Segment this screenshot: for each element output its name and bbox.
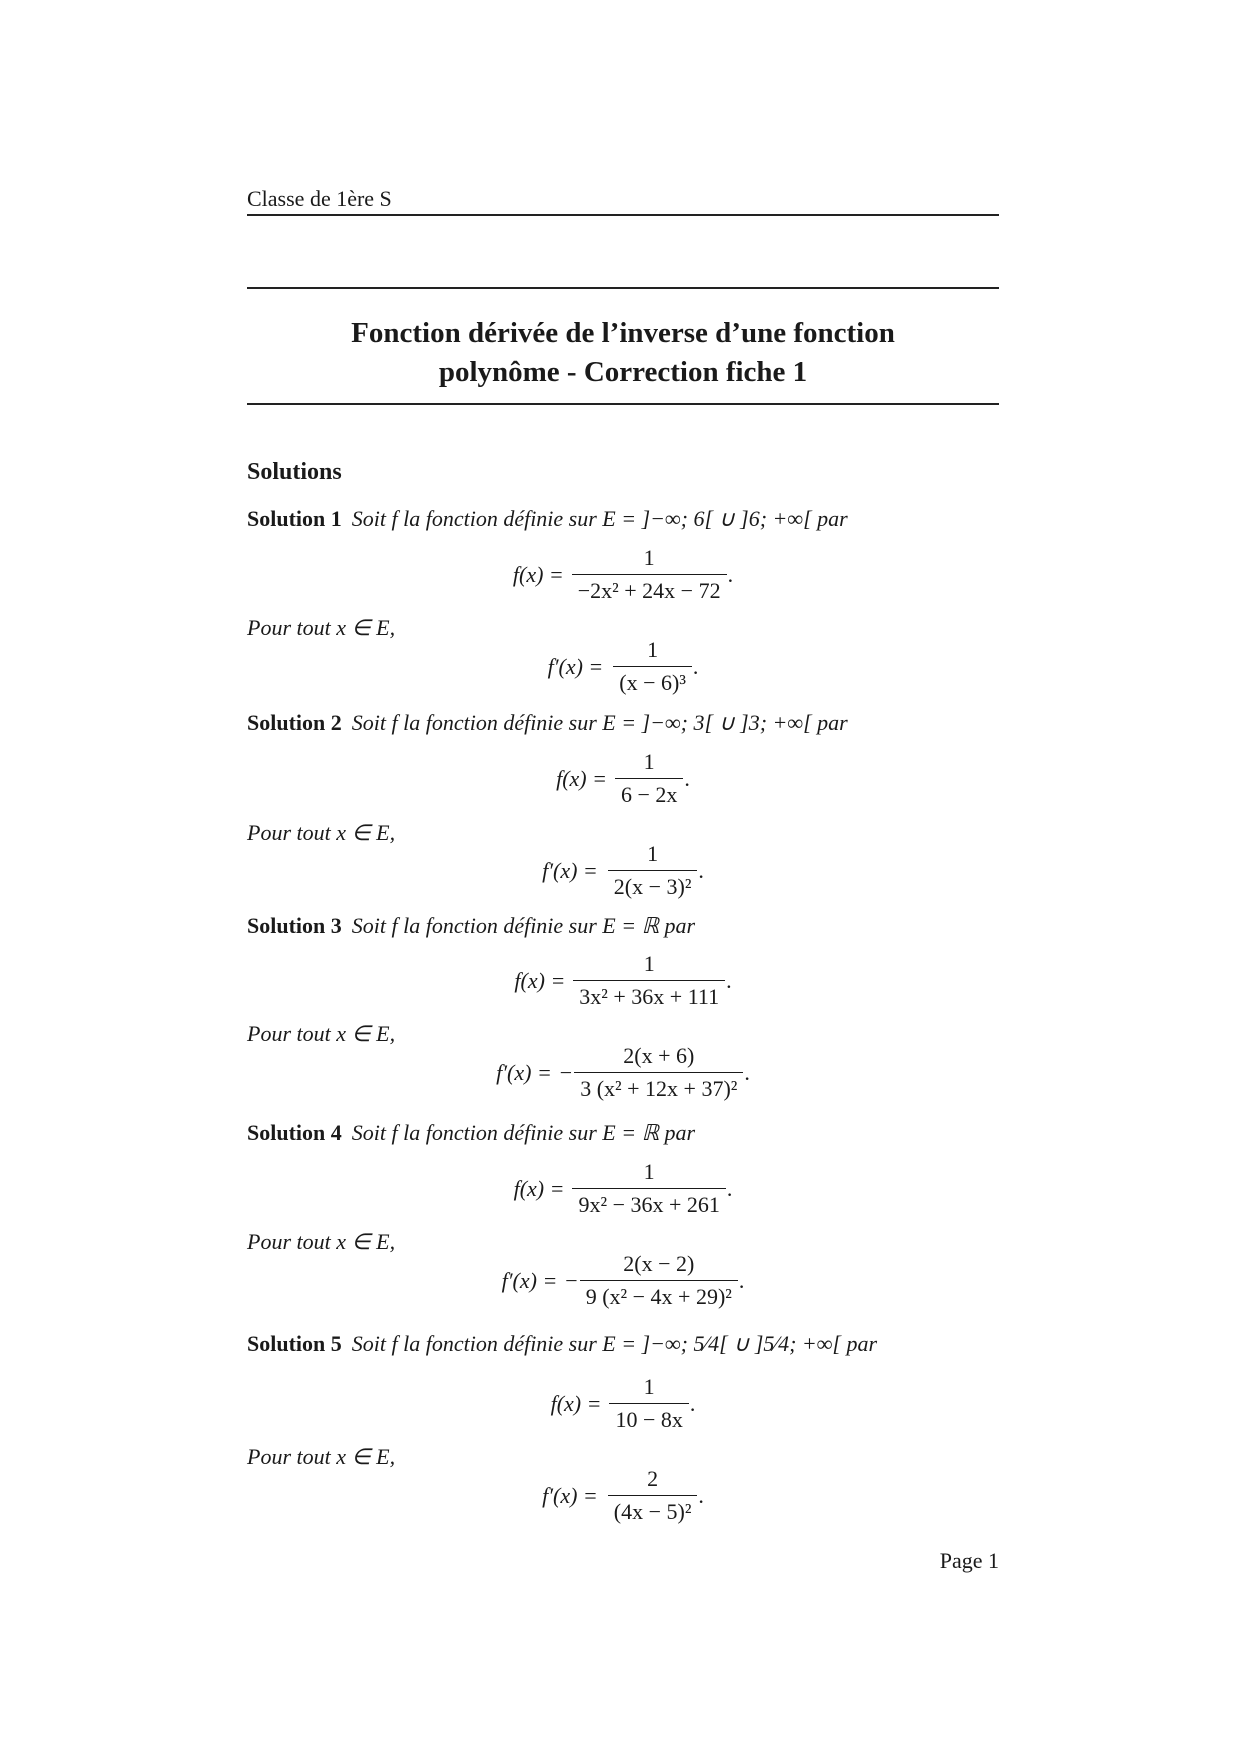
for-all-x-4: Pour tout x ∈ E,: [247, 1229, 396, 1254]
title-bottom-rule: [247, 403, 999, 405]
denominator: 9x² − 36x + 261: [572, 1188, 725, 1218]
denominator: 6 − 2x: [615, 778, 683, 808]
denominator: −2x² + 24x − 72: [572, 574, 727, 604]
function-lhs: f(x) =: [514, 967, 566, 993]
title-line-2: polynôme - Correction fiche 1: [438, 356, 808, 388]
fraction: [572, 545, 727, 604]
fraction: [580, 1251, 738, 1310]
numerator: 2(x − 2): [623, 1251, 695, 1276]
solution-1-function: f(x) = $\frac{1}{\text{−2x² + 24x − 72}}$ .: [512, 545, 734, 603]
for-all-x-5: Pour tout x ∈ E,: [247, 1444, 396, 1469]
derivative-sign: −: [565, 1267, 578, 1293]
fraction: [609, 1374, 688, 1433]
solution-statement: Soit f la fonction définie sur E = ℝ par: [351, 1120, 696, 1145]
fraction: [572, 1159, 725, 1218]
function-lhs: f(x) =: [556, 765, 607, 791]
header-rule: [247, 214, 999, 216]
denominator: (x − 6)³: [613, 666, 692, 696]
denominator: 9 (x² − 4x + 29)²: [580, 1280, 738, 1310]
solution-5-function: f(x) = $\frac{1}{10 - 8x}$ .: [550, 1374, 696, 1432]
title-top-rule: [247, 287, 999, 289]
numerator: 1: [647, 637, 659, 662]
solution-2-function: f(x) = $\frac{1}{6 - 2x}$ .: [556, 749, 690, 807]
solution-statement: Soit f la fonction définie sur E = ℝ par: [351, 913, 696, 938]
numerator: 1: [643, 545, 655, 570]
solution-label: Solution 1: [247, 506, 342, 531]
solution-4-statement: [247, 1120, 695, 1146]
solution-3-derivative: f′(x) = − $\frac{2(x + 6)}{\text{3 (x² + 12x + 37)²}}$ .: [496, 1043, 750, 1101]
solution-1-statement: [247, 506, 848, 532]
numerator: 2(x + 6): [623, 1043, 695, 1068]
derivative-lhs: f′(x) =: [496, 1059, 552, 1085]
solution-statement: Soit f la fonction définie sur E = ]−∞; 5⁄4[ ∪ ]5⁄4; +∞[ par: [351, 1331, 878, 1356]
derivative-lhs: f′(x) =: [501, 1267, 558, 1293]
derivative-lhs: f′(x) =: [542, 1482, 598, 1508]
solution-3-statement: [247, 913, 695, 939]
fraction: [608, 1466, 698, 1525]
page-title: [247, 314, 999, 392]
derivative-lhs: f′(x) =: [547, 653, 604, 679]
fraction: [613, 637, 692, 696]
derivative-sign: −: [559, 1059, 573, 1085]
section-title: Solutions: [247, 459, 342, 485]
function-lhs: f(x) =: [513, 1175, 565, 1201]
solution-label: Solution 4: [247, 1120, 342, 1145]
solution-2-derivative: f′(x) = $\frac{1}{\text{2(x − 3)²}}$ .: [542, 841, 704, 899]
denominator: 2(x − 3)²: [608, 870, 698, 900]
function-lhs: f(x) =: [550, 1390, 602, 1416]
numerator: 1: [643, 951, 655, 976]
for-all-x-3: Pour tout x ∈ E,: [247, 1021, 396, 1046]
solution-4-function: f(x) = $\frac{1}{\text{9x² − 36x + 261}}$ .: [513, 1159, 733, 1217]
solution-label: Solution 3: [247, 913, 342, 938]
numerator: 1: [643, 1374, 655, 1399]
solution-label: Solution 5: [247, 1331, 342, 1356]
derivative-lhs: f′(x) =: [542, 857, 598, 883]
fraction: [608, 841, 698, 900]
fraction: [615, 749, 683, 808]
fraction: [573, 951, 725, 1010]
solution-2-statement: [247, 710, 848, 736]
solution-statement: Soit f la fonction définie sur E = ]−∞; 3[ ∪ ]3; +∞[ par: [351, 710, 848, 735]
solution-5-derivative: f′(x) = $\frac{2}{\text{(4x − 5)²}}$ .: [542, 1466, 704, 1524]
denominator: 10 − 8x: [609, 1403, 688, 1433]
solution-1-derivative: f′(x) = $\frac{1}{\text{(x − 6)³}}$ .: [547, 637, 699, 695]
fraction: [574, 1043, 743, 1102]
numerator: 1: [643, 1159, 655, 1184]
numerator: 2: [647, 1466, 659, 1491]
title-line-1: Fonction dérivée de l’inverse d’une fonction: [351, 317, 895, 349]
page-number: Page 1: [939, 1548, 999, 1573]
for-all-x-1: Pour tout x ∈ E,: [247, 615, 396, 640]
solution-3-function: f(x) = $\frac{1}{\text{3x² + 36x + 111}}$ .: [514, 951, 732, 1009]
solution-4-derivative: f′(x) = − $\frac{2(x - 2)}{\text{9 (x² − 4x + 29)²}}$ .: [501, 1251, 745, 1309]
solution-statement: Soit f la fonction définie sur E = ]−∞; 6[ ∪ ]6; +∞[ par: [351, 506, 848, 531]
numerator: 1: [643, 749, 655, 774]
solution-label: Solution 2: [247, 710, 342, 735]
denominator: 3 (x² + 12x + 37)²: [574, 1072, 743, 1102]
solution-5-statement: [247, 1331, 877, 1357]
for-all-x-2: Pour tout x ∈ E,: [247, 820, 396, 845]
numerator: 1: [647, 841, 659, 866]
denominator: 3x² + 36x + 111: [573, 980, 725, 1010]
denominator: (4x − 5)²: [608, 1495, 698, 1525]
function-lhs: f(x) =: [512, 561, 564, 587]
class-label: Classe de 1ère S: [247, 186, 392, 211]
